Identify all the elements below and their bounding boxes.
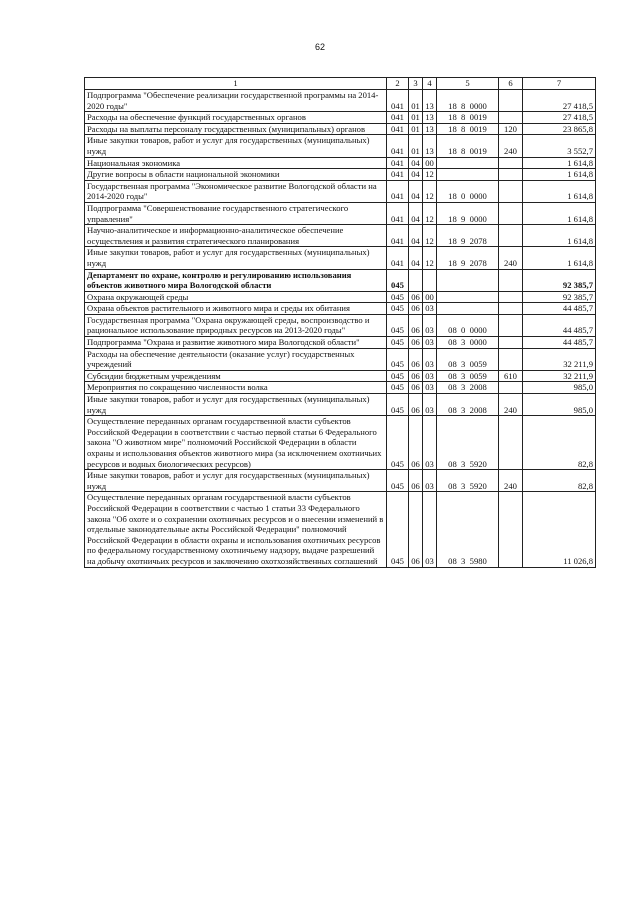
row-target-article-cell	[437, 169, 499, 181]
row-name-cell: Расходы на обеспечение функций государственных органов	[85, 112, 387, 124]
row-expense-type-cell	[499, 492, 523, 567]
table-row	[85, 470, 596, 492]
row-target-article-cell: 18 8 0019	[437, 123, 499, 135]
row-grbs-cell: 041	[387, 180, 409, 202]
row-grbs-cell: 041	[387, 135, 409, 157]
row-grbs-cell: 045	[387, 394, 409, 416]
row-amount-cell: 1 614,8	[523, 157, 596, 169]
table-row	[85, 337, 596, 349]
row-name-cell: Осуществление переданных органам государственной власти субъектов Российской Федерации в соответствии с частью 1 статьи 33 Федерального закона "Об охоте и о сохранении охотничьих ресурсов и о внесении изменений в отдельные законодательные акты Российской Федерации" полномочий Российской Федерации в области охраны и использования охотничьих ресурсов по федеральному государственному охотничьему надзору, выдаче разрешений на добычу охотничьих ресурсов и заключению охотхозяйственных соглашений	[85, 492, 387, 567]
row-target-article-cell: 08 3 5980	[437, 492, 499, 567]
row-section-cell: 01	[409, 90, 423, 112]
row-subsection-cell: 12	[423, 180, 437, 202]
row-expense-type-cell	[499, 416, 523, 470]
row-amount-cell: 32 211,9	[523, 348, 596, 370]
row-expense-type-cell: 610	[499, 370, 523, 382]
row-expense-type-cell: 240	[499, 470, 523, 492]
row-section-cell: 04	[409, 202, 423, 224]
row-target-article-cell	[437, 157, 499, 169]
row-grbs-cell: 041	[387, 202, 409, 224]
row-target-article-cell: 18 8 0000	[437, 90, 499, 112]
row-section-cell: 04	[409, 157, 423, 169]
row-expense-type-cell	[499, 90, 523, 112]
row-target-article-cell: 08 3 5920	[437, 416, 499, 470]
table-row	[85, 269, 596, 291]
row-amount-cell: 27 418,5	[523, 112, 596, 124]
row-amount-cell: 44 485,7	[523, 314, 596, 336]
row-name-cell: Подпрограмма "Охрана и развитие животного мира Вологодской области"	[85, 337, 387, 349]
row-grbs-cell: 045	[387, 303, 409, 315]
row-section-cell: 06	[409, 314, 423, 336]
row-amount-cell: 11 026,8	[523, 492, 596, 567]
column-header: 4	[423, 78, 437, 90]
row-name-cell: Государственная программа "Охрана окружающей среды, воспроизводство и рациональное использование природных ресурсов на 2013-2020 годы"	[85, 314, 387, 336]
row-target-article-cell: 08 3 0059	[437, 370, 499, 382]
row-target-article-cell: 08 0 0000	[437, 314, 499, 336]
row-expense-type-cell	[499, 180, 523, 202]
table-row	[85, 492, 596, 567]
row-amount-cell: 1 614,8	[523, 225, 596, 247]
row-amount-cell: 985,0	[523, 394, 596, 416]
row-subsection-cell: 03	[423, 492, 437, 567]
row-subsection-cell	[423, 269, 437, 291]
row-name-cell: Подпрограмма "Совершенствование государственного стратегического управления"	[85, 202, 387, 224]
row-amount-cell: 44 485,7	[523, 337, 596, 349]
row-subsection-cell: 12	[423, 247, 437, 269]
page-number: 62	[314, 42, 325, 52]
row-amount-cell: 92 385,7	[523, 269, 596, 291]
row-section-cell: 06	[409, 394, 423, 416]
row-subsection-cell: 03	[423, 370, 437, 382]
row-grbs-cell: 045	[387, 382, 409, 394]
row-section-cell: 01	[409, 112, 423, 124]
row-amount-cell: 92 385,7	[523, 291, 596, 303]
row-subsection-cell: 03	[423, 303, 437, 315]
row-expense-type-cell	[499, 382, 523, 394]
row-amount-cell: 3 552,7	[523, 135, 596, 157]
row-target-article-cell	[437, 291, 499, 303]
row-amount-cell: 82,8	[523, 416, 596, 470]
row-expense-type-cell	[499, 337, 523, 349]
row-expense-type-cell	[499, 202, 523, 224]
row-name-cell: Расходы на выплаты персоналу государственных (муниципальных) органов	[85, 123, 387, 135]
row-target-article-cell: 08 3 0000	[437, 337, 499, 349]
row-amount-cell: 1 614,8	[523, 180, 596, 202]
row-expense-type-cell	[499, 269, 523, 291]
row-amount-cell: 82,8	[523, 470, 596, 492]
row-target-article-cell: 18 9 2078	[437, 225, 499, 247]
row-name-cell: Иные закупки товаров, работ и услуг для государственных (муниципальных) нужд	[85, 135, 387, 157]
row-grbs-cell: 041	[387, 90, 409, 112]
table-row	[85, 394, 596, 416]
row-grbs-cell: 041	[387, 112, 409, 124]
row-name-cell: Государственная программа "Экономическое развитие Вологодской области на 2014-2020 годы"	[85, 180, 387, 202]
row-amount-cell: 1 614,8	[523, 247, 596, 269]
table-row	[85, 135, 596, 157]
row-section-cell: 06	[409, 291, 423, 303]
row-subsection-cell: 12	[423, 202, 437, 224]
row-subsection-cell: 03	[423, 416, 437, 470]
row-grbs-cell: 045	[387, 492, 409, 567]
budget-table	[84, 77, 596, 568]
table-row	[85, 180, 596, 202]
row-amount-cell: 27 418,5	[523, 90, 596, 112]
row-target-article-cell	[437, 303, 499, 315]
column-header: 3	[409, 78, 423, 90]
row-expense-type-cell	[499, 225, 523, 247]
column-header: 1	[85, 78, 387, 90]
row-target-article-cell: 18 8 0019	[437, 135, 499, 157]
row-target-article-cell: 18 8 0019	[437, 112, 499, 124]
row-subsection-cell: 03	[423, 348, 437, 370]
row-name-cell: Мероприятия по сокращению численности волка	[85, 382, 387, 394]
row-section-cell: 04	[409, 247, 423, 269]
table-row	[85, 314, 596, 336]
row-name-cell: Подпрограмма "Обеспечение реализации государственной программы на 2014-2020 годы"	[85, 90, 387, 112]
row-target-article-cell	[437, 269, 499, 291]
row-subsection-cell: 13	[423, 123, 437, 135]
table-row	[85, 348, 596, 370]
row-section-cell: 06	[409, 382, 423, 394]
row-target-article-cell: 18 0 0000	[437, 180, 499, 202]
row-section-cell: 04	[409, 225, 423, 247]
row-name-cell: Иные закупки товаров, работ и услуг для государственных (муниципальных) нужд	[85, 247, 387, 269]
row-subsection-cell: 03	[423, 337, 437, 349]
row-subsection-cell: 12	[423, 169, 437, 181]
row-name-cell: Научно-аналитическое и информационно-аналитическое обеспечение осуществления и развития стратегического планирования	[85, 225, 387, 247]
row-grbs-cell: 041	[387, 157, 409, 169]
row-expense-type-cell	[499, 291, 523, 303]
row-expense-type-cell: 240	[499, 394, 523, 416]
row-target-article-cell: 08 3 2008	[437, 382, 499, 394]
table-row	[85, 123, 596, 135]
row-amount-cell: 32 211,9	[523, 370, 596, 382]
row-target-article-cell: 18 9 2078	[437, 247, 499, 269]
table-row	[85, 169, 596, 181]
row-target-article-cell: 08 3 2008	[437, 394, 499, 416]
table-row	[85, 202, 596, 224]
column-header: 2	[387, 78, 409, 90]
table-row	[85, 247, 596, 269]
row-subsection-cell: 13	[423, 90, 437, 112]
row-name-cell: Расходы на обеспечение деятельности (оказание услуг) государственных учреждений	[85, 348, 387, 370]
column-header: 5	[437, 78, 499, 90]
row-section-cell: 06	[409, 492, 423, 567]
row-grbs-cell: 041	[387, 247, 409, 269]
row-section-cell: 06	[409, 303, 423, 315]
row-name-cell: Охрана окружающей среды	[85, 291, 387, 303]
table-row	[85, 157, 596, 169]
row-subsection-cell: 00	[423, 291, 437, 303]
row-name-cell: Национальная экономика	[85, 157, 387, 169]
row-amount-cell: 1 614,8	[523, 169, 596, 181]
row-grbs-cell: 045	[387, 291, 409, 303]
column-header: 6	[499, 78, 523, 90]
row-subsection-cell: 03	[423, 394, 437, 416]
row-grbs-cell: 045	[387, 314, 409, 336]
row-section-cell: 06	[409, 348, 423, 370]
row-subsection-cell: 12	[423, 225, 437, 247]
row-name-cell: Субсидии бюджетным учреждениям	[85, 370, 387, 382]
table-row	[85, 225, 596, 247]
row-name-cell: Иные закупки товаров, работ и услуг для государственных (муниципальных) нужд	[85, 394, 387, 416]
row-section-cell: 01	[409, 123, 423, 135]
row-section-cell: 01	[409, 135, 423, 157]
row-section-cell: 04	[409, 169, 423, 181]
row-grbs-cell: 045	[387, 370, 409, 382]
row-grbs-cell: 041	[387, 123, 409, 135]
table-row	[85, 416, 596, 470]
row-grbs-cell: 041	[387, 169, 409, 181]
row-grbs-cell: 045	[387, 470, 409, 492]
table-row	[85, 291, 596, 303]
row-target-article-cell: 08 3 0059	[437, 348, 499, 370]
row-expense-type-cell: 120	[499, 123, 523, 135]
row-amount-cell: 985,0	[523, 382, 596, 394]
table-row	[85, 112, 596, 124]
table-row	[85, 90, 596, 112]
row-subsection-cell: 13	[423, 112, 437, 124]
row-name-cell: Департамент по охране, контролю и регулированию использования объектов животного мира Вологодской области	[85, 269, 387, 291]
row-expense-type-cell: 240	[499, 247, 523, 269]
row-grbs-cell: 045	[387, 269, 409, 291]
table-body	[85, 90, 596, 568]
row-grbs-cell: 041	[387, 225, 409, 247]
row-name-cell: Осуществление переданных органам государственной власти субъектов Российской Федерации в соответствии с частью первой статьи 6 Федерального закона "О животном мире" полномочий Российской Федерации в области охраны и использования объектов животного мира (за исключением охотничьих ресурсов и водных биологических ресурсов)	[85, 416, 387, 470]
column-header: 7	[523, 78, 596, 90]
row-subsection-cell: 00	[423, 157, 437, 169]
row-expense-type-cell	[499, 169, 523, 181]
row-grbs-cell: 045	[387, 348, 409, 370]
row-expense-type-cell	[499, 157, 523, 169]
row-expense-type-cell: 240	[499, 135, 523, 157]
row-section-cell: 04	[409, 180, 423, 202]
row-expense-type-cell	[499, 348, 523, 370]
row-target-article-cell: 18 9 0000	[437, 202, 499, 224]
row-target-article-cell: 08 3 5920	[437, 470, 499, 492]
table-row	[85, 370, 596, 382]
row-expense-type-cell	[499, 112, 523, 124]
row-expense-type-cell	[499, 314, 523, 336]
table-row	[85, 382, 596, 394]
row-expense-type-cell	[499, 303, 523, 315]
row-section-cell: 06	[409, 337, 423, 349]
row-name-cell: Охрана объектов растительного и животного мира и среды их обитания	[85, 303, 387, 315]
row-subsection-cell: 03	[423, 382, 437, 394]
row-grbs-cell: 045	[387, 337, 409, 349]
row-subsection-cell: 03	[423, 314, 437, 336]
row-section-cell: 06	[409, 470, 423, 492]
row-name-cell: Другие вопросы в области национальной экономики	[85, 169, 387, 181]
row-name-cell: Иные закупки товаров, работ и услуг для государственных (муниципальных) нужд	[85, 470, 387, 492]
row-subsection-cell: 13	[423, 135, 437, 157]
row-section-cell: 06	[409, 370, 423, 382]
row-section-cell	[409, 269, 423, 291]
row-section-cell: 06	[409, 416, 423, 470]
row-amount-cell: 44 485,7	[523, 303, 596, 315]
row-subsection-cell: 03	[423, 470, 437, 492]
table-row	[85, 303, 596, 315]
row-amount-cell: 1 614,8	[523, 202, 596, 224]
row-grbs-cell: 045	[387, 416, 409, 470]
header-row	[85, 78, 596, 90]
row-amount-cell: 23 865,8	[523, 123, 596, 135]
